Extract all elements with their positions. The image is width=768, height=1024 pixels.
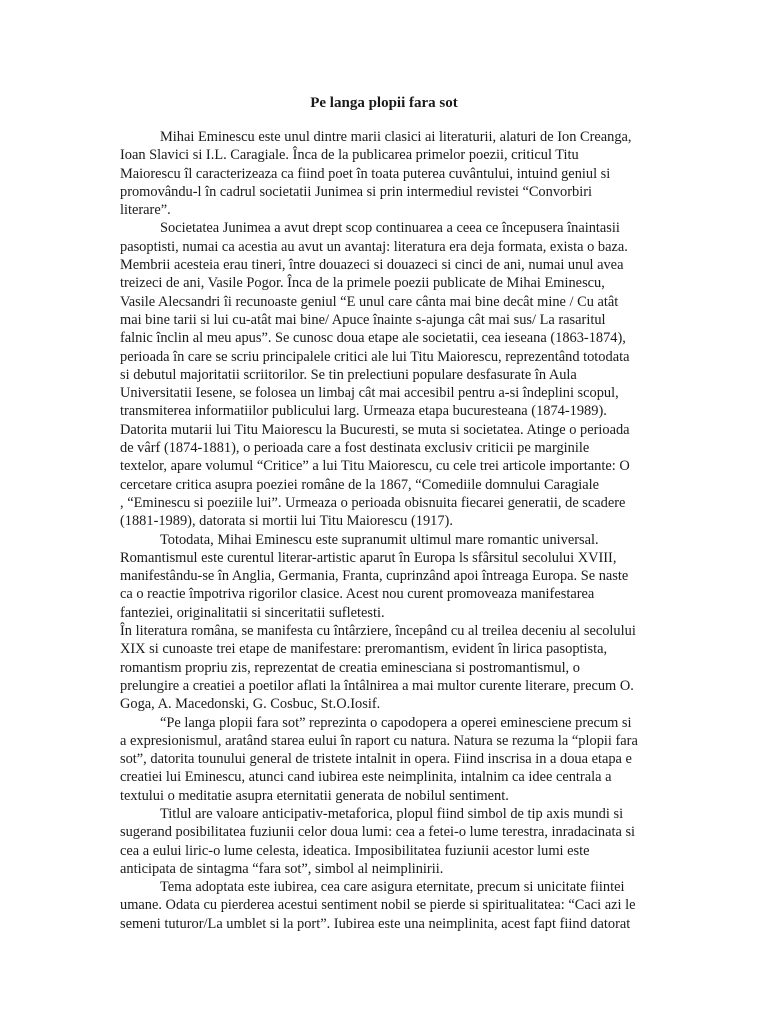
text-line: Goga, A. Macedonski, G. Cosbuc, St.O.Iosif. [120,696,381,713]
document-title: Pe langa plopii fara sot [310,95,458,111]
text-line: a expresionismul, aratând starea eului în raport cu natura. Natura se rezuma la “plopii fara [120,732,638,749]
text-line: Titlul are valoare anticipativ-metaforica, plopul fiind simbol de tip axis mundi si [160,805,624,822]
text-line: si debutul majoritatii scriitorilor. Se tin prelectiuni populare desfasurate în Aula [120,366,577,383]
text-line: semeni tuturor/La umblet si la port”. Iubirea este una neimplinita, acest fapt fiind datorat [120,915,631,932]
text-line: Universitatii Iesene, se folosea un limbaj cât mai accesibil pentru a-si îndeplini scopul, [120,385,619,402]
text-line: ca o reactie împotriva rigorilor clasice. Acest nou curent promoveaza manifestarea [120,586,595,603]
text-line: Ioan Slavici si I.L. Caragiale. Înca de la publicarea primelor poezii, criticul Titu [120,147,579,164]
document-body [120,128,660,933]
text-line: literare”. [120,202,171,219]
text-line: transmiterea informatiilor publicului larg. Urmeaza etapa bucuresteana (1874-1989). [120,403,607,420]
text-line: sugerand posibilitatea fuziunii celor doua lumi: cea a fetei-o lume terestra, inradacinata si [120,824,636,841]
text-line: mai bine tarii si lui cu-atât mai bine/ Apuce înainte s-ajunga cât mai sus/ La rasaritul [120,311,606,328]
text-line: fanteziei, originalitatii si sinceritatii sufletesti. [120,604,385,621]
text-line: Totodata, Mihai Eminescu este supranumit ultimul mare romantic universal. [160,531,599,548]
text-line: Datorita mutarii lui Titu Maiorescu la Bucuresti, se muta si societatea. Atinge o perioada [120,421,630,438]
text-line: anticipata de sintagma “fara sot”, simbol al neimplinirii. [120,860,444,877]
text-line: pasoptisti, numai ca acestia au avut un avantaj: literatura era deja formata, exista o baza. [120,238,628,255]
text-line: manifestându-se în Anglia, Germania, Franta, cuprinzând apoi întreaga Europa. Se naste [120,568,629,585]
text-line: promovându-l în cadrul societatii Junimea si prin intermediul revistei “Convorbiri [120,183,592,200]
text-line: În literatura româna, se manifesta cu întârziere, începând cu al treilea deceniu al secolului [120,623,636,640]
text-line: de vârf (1874-1881), o perioada care a fost destinata exclusiv criticii pe marginile [120,440,590,457]
text-line: Romantismul este curentul literar-artistic aparut în Europa ls sfârsitul secolului XVIII, [120,549,617,566]
text-line: sot”, datorita tounului general de tristete intalnit in opera. Fiind inscrisa in a doua etapa e [120,751,632,768]
text-line: Societatea Junimea a avut drept scop continuarea a ceea ce începusera înaintasii [160,220,620,237]
text-line: umane. Odata cu pierderea acestui sentiment nobil se pierde si spiritualitatea: “Caci azi le [120,897,636,914]
text-line: romantism propriu zis, reprezentat de creatia eminesciana si postromantismul, o [120,659,580,676]
text-line: Membrii acesteia erau tineri, între douazeci si douazeci si cinci de ani, numai unul avea [120,257,624,274]
text-line: textului o meditatie asupra eternitatii generata de nobilul sentiment. [120,787,509,804]
text-line: creatiei lui Eminescu, atunci cand iubirea este neimplinita, intalnim ca idee centrala a [120,769,612,786]
text-line: cea a eului liric-o lume celesta, ideatica. Imposibilitatea fuziunii acestor lumi este [120,842,590,859]
text-line: perioada în care se scriu principalele critici ale lui Titu Maiorescu, reprezentând totodata [120,348,630,365]
text-line: textelor, apare volumul “Critice” a lui Titu Maiorescu, cu cele trei articole importante: O [120,458,630,475]
text-line: XIX si cunoaste trei etape de manifestare: preromantism, evident în lirica pasoptista, [120,641,608,658]
text-line: Vasile Alecsandri îi recunoaste geniul “E unul care cânta mai bine decât mine / Cu atât [120,293,619,310]
text-line: Maiorescu îl caracterizeaza ca fiind poet în toata puterea cuvântului, intuind geniul si [120,165,611,182]
text-line: Tema adoptata este iubirea, cea care asigura eternitate, precum si unicitate fiintei [160,879,625,896]
text-line: “Pe langa plopii fara sot” reprezinta o capodopera a operei eminesciene precum si [160,714,632,731]
text-line: Mihai Eminescu este unul dintre marii clasici ai literaturii, alaturi de Ion Creanga, [160,129,632,145]
text-line: cercetare critica asupra poeziei române de la 1867, “Comediile domnului Caragiale [120,476,600,493]
text-line: (1881-1989), datorata si mortii lui Titu Maiorescu (1917). [120,513,453,530]
text-line: prelungire a creatiei a poetilor aflati la întâlnirea a mai multor curente literare, precum O. [120,677,634,694]
text-line: treizeci de ani, Vasile Pogor. Înca de la primele poezii publicate de Mihai Eminescu, [120,275,605,292]
text-line: falnic înclin al meu apus”. Se cunosc doua etape ale societatii, cea ieseana (1863-1874), [120,330,626,347]
text-line: , “Eminescu si poeziile lui”. Urmeaza o perioada obisnuita fiecarei generatii, de scadere [120,494,626,511]
